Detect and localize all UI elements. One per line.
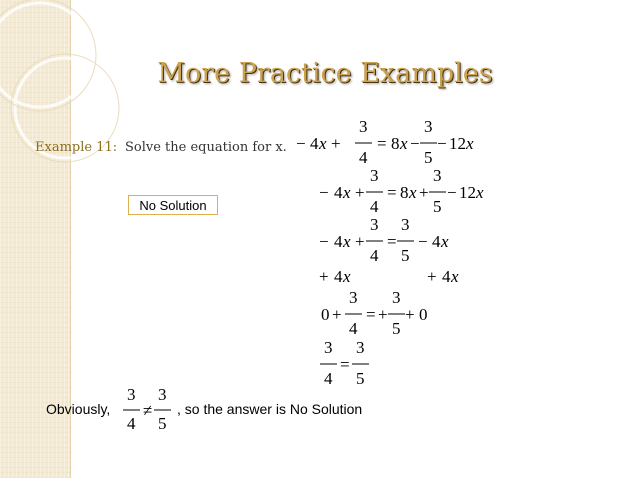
plus-sign: + xyxy=(355,183,365,202)
fraction-numerator: 3 xyxy=(158,385,167,404)
equation-line-6 xyxy=(320,338,369,388)
plus-sign: + xyxy=(355,232,365,251)
variable: x xyxy=(409,183,417,202)
zero: 0 xyxy=(419,305,428,324)
fraction-denominator: 5 xyxy=(424,148,433,167)
equals-sign: = xyxy=(387,183,397,202)
inequality-expression xyxy=(123,385,171,433)
plus-sign: + xyxy=(419,183,429,202)
minus-sign: − xyxy=(296,134,306,153)
variable: x xyxy=(319,134,327,153)
minus-sign: − xyxy=(319,183,329,202)
equation-line-5 xyxy=(321,288,428,338)
fraction-numerator: 3 xyxy=(424,117,433,136)
fraction-numerator: 3 xyxy=(127,385,136,404)
coefficient: 4 xyxy=(432,232,441,251)
fraction-numerator: 3 xyxy=(349,288,358,307)
coefficient: 12 xyxy=(459,183,476,202)
fraction-denominator: 5 xyxy=(158,414,167,433)
variable: x xyxy=(343,183,351,202)
fraction-numerator: 3 xyxy=(356,338,365,357)
coefficient: 4 xyxy=(310,134,319,153)
plus-sign: + xyxy=(332,305,342,324)
slide-title: More Practice Examples xyxy=(157,58,493,89)
equation-line-2 xyxy=(319,166,484,216)
coefficient: 8 xyxy=(400,183,409,202)
fraction-numerator: 3 xyxy=(324,338,333,357)
coefficient: 4 xyxy=(334,183,343,202)
coefficient: 4 xyxy=(442,267,451,286)
zero: 0 xyxy=(321,305,330,324)
fraction-numerator: 3 xyxy=(370,215,379,234)
fraction-numerator: 3 xyxy=(392,288,401,307)
plus-sign: + xyxy=(319,267,329,286)
coefficient: 8 xyxy=(391,134,400,153)
fraction-numerator: 3 xyxy=(433,166,442,185)
coefficient: 12 xyxy=(449,134,466,153)
equals-sign: = xyxy=(366,305,376,324)
variable: x xyxy=(466,134,474,153)
minus-sign: − xyxy=(447,183,457,202)
variable: x xyxy=(400,134,408,153)
fraction-denominator: 4 xyxy=(349,319,358,338)
variable: x xyxy=(343,232,351,251)
fraction-numerator: 3 xyxy=(370,166,379,185)
fraction-denominator: 4 xyxy=(359,148,368,167)
equals-sign: = xyxy=(377,134,387,153)
fraction-denominator: 4 xyxy=(370,246,379,265)
plus-sign: + xyxy=(331,134,341,153)
variable: x xyxy=(476,183,484,202)
variable: x xyxy=(343,267,351,286)
variable: x xyxy=(441,232,449,251)
fraction-denominator: 4 xyxy=(324,369,333,388)
answer-box: No Solution xyxy=(128,195,218,215)
coefficient: 4 xyxy=(334,267,343,286)
fraction-denominator: 5 xyxy=(392,319,401,338)
fraction-denominator: 5 xyxy=(356,369,365,388)
variable: x xyxy=(451,267,459,286)
fraction-denominator: 4 xyxy=(370,197,379,216)
fraction-denominator: 5 xyxy=(401,246,410,265)
minus-sign: − xyxy=(410,134,420,153)
fraction-numerator: 3 xyxy=(359,117,368,136)
plus-sign: + xyxy=(378,305,388,324)
example-instruction: Solve the equation for x. xyxy=(125,140,287,155)
minus-sign: − xyxy=(319,232,329,251)
equation-line-1 xyxy=(296,117,474,167)
not-equal-sign: ≠ xyxy=(143,401,153,420)
equation-line-4 xyxy=(319,267,459,286)
equation-line-3 xyxy=(319,215,449,265)
example-label: Example 11: xyxy=(35,140,118,155)
fraction-numerator: 3 xyxy=(401,215,410,234)
coefficient: 4 xyxy=(334,232,343,251)
equals-sign: = xyxy=(387,232,397,251)
conclusion-prefix: Obviously, xyxy=(46,401,111,417)
plus-sign: + xyxy=(405,305,415,324)
fraction-denominator: 5 xyxy=(433,197,442,216)
equals-sign: = xyxy=(340,355,350,374)
minus-sign: − xyxy=(437,134,447,153)
plus-sign: + xyxy=(427,267,437,286)
conclusion-suffix: , so the answer is No Solution xyxy=(177,401,363,417)
minus-sign: − xyxy=(418,232,428,251)
fraction-denominator: 4 xyxy=(127,414,136,433)
